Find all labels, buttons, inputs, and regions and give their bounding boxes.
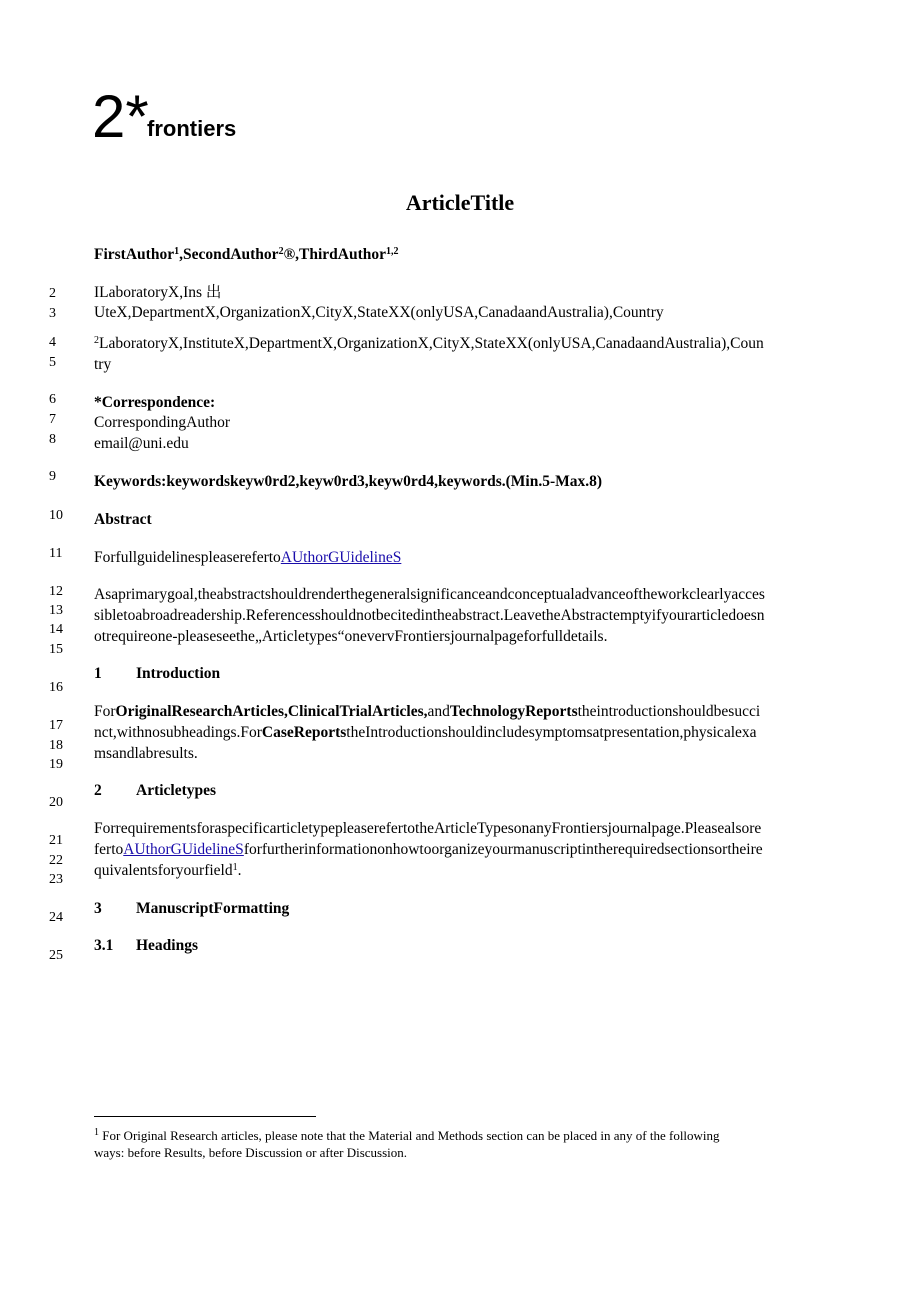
affiliation-2-line-1: $^2$LaboratoryX,InstituteX,DepartmentX,OrganizationX,CityX,StateXX(onlyUSA,CanadaandAustralia),Coun <box>94 335 764 352</box>
line-number: 21 <box>49 833 63 848</box>
affiliation-1-line-1: ILaboratoryX,Ins 出 <box>94 284 222 301</box>
author-list: FirstAuthor$^1$,SecondAuthor$^2$®,ThirdAuthor$^{1,2}$ <box>94 246 399 263</box>
section-2-line-1: ForrequirementsforaspecificarticletypepleaserefertotheArticleTypesonanyFrontiersjournalpage.Pleasealsore <box>94 820 762 837</box>
line-number: 25 <box>49 948 63 963</box>
footnote-line-2: ways: before Results, before Discussion or after Discussion. <box>94 1145 408 1160</box>
correspondence-heading: *Correspondence: <box>94 394 216 411</box>
journal-logo-wordmark: frontiers <box>147 116 237 141</box>
section-3-1-heading: 3.1 Headings <box>94 937 199 954</box>
line-number: 4 <box>49 335 56 350</box>
section-2-line-3: quivalentsforyourfield$^1$. <box>94 862 242 879</box>
line-number: 9 <box>49 469 56 484</box>
line-number: 22 <box>49 853 63 868</box>
line-number: 14 <box>49 622 63 637</box>
line-number: 12 <box>49 584 63 599</box>
line-number: 6 <box>49 392 56 407</box>
section-3-heading: 3 ManuscriptFormatting <box>94 900 290 917</box>
line-number: 10 <box>49 508 63 523</box>
line-number: 23 <box>49 872 63 887</box>
line-number: 3 <box>49 306 56 321</box>
article-title: ArticleTitle <box>405 190 515 215</box>
author-guidelines-link[interactable]: AUthorGUidelineS <box>280 549 402 566</box>
abstract-paragraph-line-3: otrequireone-pleaseseethe„Articletypes“onevervFrontiersjournalpageforfulldetails. <box>94 628 608 645</box>
section-1-line-2: nct,withnosubheadings.ForCaseReportstheIntroductionshouldincludesymptomsatpresentation,physicalexa <box>94 724 757 741</box>
line-number: 17 <box>49 718 63 733</box>
line-number: 5 <box>49 355 56 370</box>
section-1-line-3: msandlabresults. <box>94 745 198 762</box>
line-number: 24 <box>49 910 63 925</box>
section-2-line-2: fertoAUthorGUidelineSforfurtherinformationonhowtoorganizeyourmanuscriptintherequiredsectionsortheire <box>94 841 763 858</box>
correspondence-name: CorrespondingAuthor <box>94 414 231 431</box>
abstract-paragraph-line-1: Asaprimarygoal,theabstractshouldrenderthegeneralsignificanceandconceptualadvanceoftheworkclearlyacces <box>94 586 765 603</box>
abstract-guidelines-line: ForfullguidelinespleaserefertoAUthorGUidelineS <box>94 549 402 566</box>
line-number: 16 <box>49 680 63 695</box>
line-number: 7 <box>49 412 56 427</box>
line-number: 8 <box>49 432 56 447</box>
footnote-divider <box>94 1116 316 1117</box>
line-number: 19 <box>49 757 63 772</box>
journal-logo-number: 2* <box>92 83 149 150</box>
line-number: 11 <box>49 546 63 561</box>
footnote-line-1: $^1$ For Original Research articles, please note that the Material and Methods section can be placed in any of the following <box>94 1127 720 1143</box>
affiliation-1-line-2: UteX,DepartmentX,OrganizationX,CityX,StateXX(onlyUSA,CanadaandAustralia),Country <box>94 304 664 321</box>
abstract-paragraph-line-2: sibletoabroadreadership.Referencesshouldnotbecitedintheabstract.LeavetheAbstractemptyifyourarticledoesn <box>94 607 765 624</box>
section-1-heading: 1 Introduction <box>94 665 221 682</box>
correspondence-email[interactable]: email@uni.edu <box>94 435 189 452</box>
line-number: 18 <box>49 738 63 753</box>
abstract-heading: Abstract <box>94 511 152 528</box>
keywords-line: Keywords:keywordskeyw0rd2,keyw0rd3,keyw0rd4,keywords.(Min.5-Max.8) <box>94 473 603 490</box>
author-guidelines-link-2[interactable]: AUthorGUidelineS <box>123 841 244 858</box>
line-number: 2 <box>49 286 56 301</box>
section-1-line-1: ForOriginalResearchArticles,ClinicalTrialArticles,andTechnologyReportstheintroductionshouldbesucci <box>94 703 761 720</box>
line-number: 20 <box>49 795 63 810</box>
line-number: 13 <box>49 603 63 618</box>
affiliation-2-line-2: try <box>94 356 112 373</box>
line-number: 15 <box>49 642 63 657</box>
section-2-heading: 2 Articletypes <box>94 782 217 799</box>
